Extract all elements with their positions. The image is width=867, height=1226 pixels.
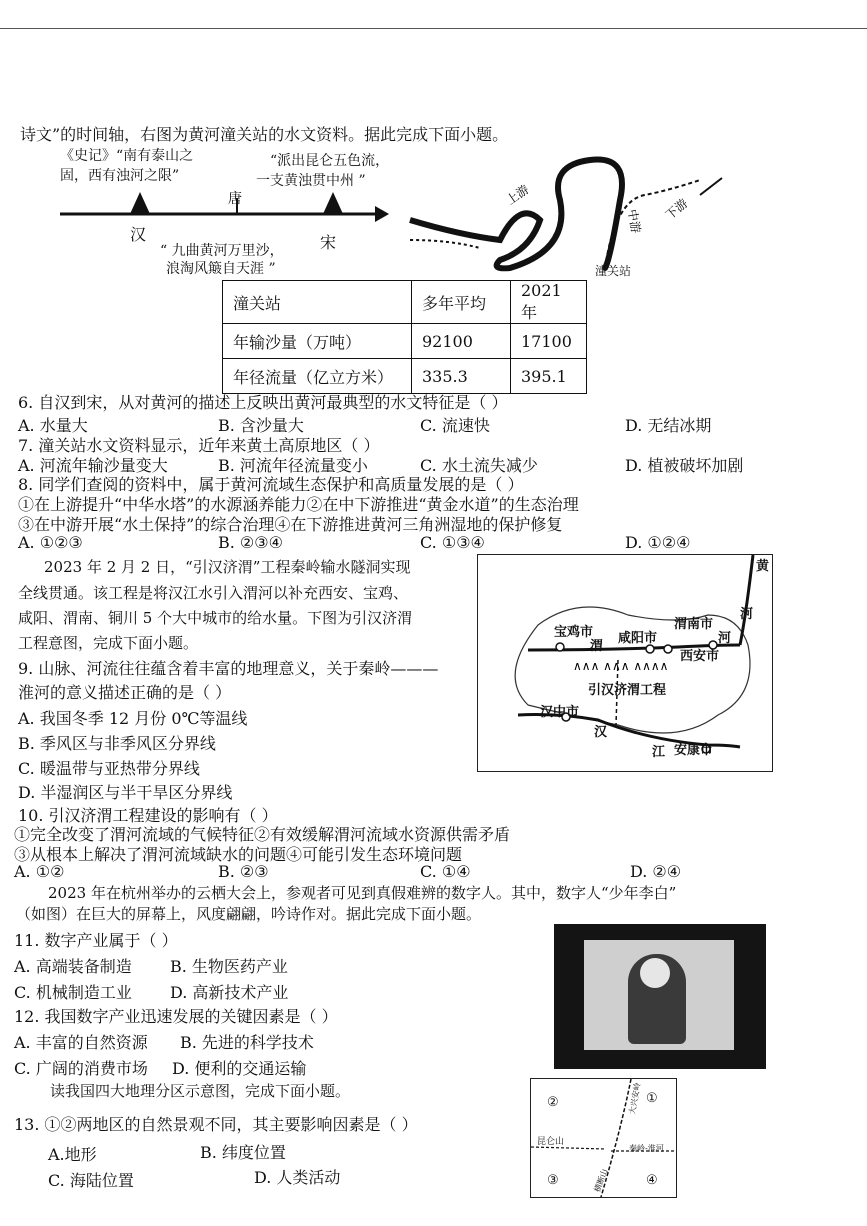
table-cell: 395.1	[511, 359, 587, 394]
map-label-weinan: 渭南市	[674, 617, 714, 632]
label-daxinganling: 大兴安岭	[627, 1081, 643, 1116]
table-cell: 17100	[511, 324, 587, 359]
q7-stem: 7. 潼关站水文资料显示，近年来黄土高原地区（ ）	[18, 436, 380, 455]
map-label-han: 汉	[594, 725, 608, 740]
table-header-row	[223, 281, 587, 324]
label-tongguan: 潼关站	[595, 264, 632, 278]
map-label-ankang: 安康市	[674, 743, 714, 758]
quote-tang-1: “派出昆仑五色流，	[270, 153, 390, 169]
map-label-project: 引汉济渭工程	[588, 683, 667, 698]
q10-statement-1: ①完全改变了渭河流域的气候特征②有效缓解渭河流域水资源供需矛盾	[14, 825, 511, 844]
passage4: 读我国四大地理分区示意图，完成下面小题。	[50, 1082, 351, 1100]
label-han: 汉	[130, 225, 147, 244]
q12-option-d[interactable]: D. 便利的交通运输	[172, 1059, 307, 1078]
q11-option-d[interactable]: D. 高新技术产业	[170, 983, 289, 1002]
q13-option-c[interactable]: C. 海陆位置	[48, 1171, 134, 1190]
map-label-he: 河	[740, 607, 754, 622]
passage2-line3: 咸阳、渭南、铜川 5 个大中城市的给水量。下图为引汉济渭	[18, 609, 413, 627]
passage3-line2: （如图）在巨大的屏幕上，风度翩翩，吟诗作对。据此完成下面小题。	[16, 905, 482, 923]
q8-option-c[interactable]: C. ①③④	[420, 533, 485, 552]
region-1: ①	[646, 1091, 658, 1106]
q8-statement-2: ③在中游开展“水土保持”的综合治理④在下游推进黄河三角洲湿地的保护修复	[18, 515, 563, 534]
q9-option-b[interactable]: B. 季风区与非季风区分界线	[18, 734, 216, 753]
q12-stem: 12. 我国数字产业迅速发展的关键因素是（ ）	[14, 1007, 338, 1026]
q8-option-b[interactable]: B. ②③④	[218, 533, 283, 552]
map-label-xianyang: 咸阳市	[618, 631, 658, 646]
q9-option-a[interactable]: A. 我国冬季 12 月份 0℃等温线	[18, 709, 248, 728]
q12-option-b[interactable]: B. 先进的科学技术	[180, 1033, 314, 1052]
q13-option-d[interactable]: D. 人类活动	[254, 1168, 341, 1187]
label-upper: 上游	[503, 182, 532, 208]
intro-text: 诗文”的时间轴，右图为黄河潼关站的水文资料。据此完成下面小题。	[20, 125, 509, 144]
label-song: 宋	[320, 233, 337, 252]
q6-option-d[interactable]: D. 无结冰期	[625, 416, 712, 435]
q9-option-c[interactable]: C. 暖温带与亚热带分界线	[18, 759, 200, 778]
q13-stem: 13. ①②两地区的自然景观不同，其主要影响因素是（ ）	[14, 1115, 418, 1134]
hanjiwei-map	[477, 554, 773, 772]
map-label-baoji: 宝鸡市	[554, 625, 594, 640]
q13-option-a[interactable]: A.地形	[48, 1145, 97, 1164]
q11-option-b[interactable]: B. 生物医药产业	[170, 957, 288, 976]
table-header: 潼关站	[223, 281, 412, 324]
region-4: ④	[646, 1173, 658, 1188]
quote-tang-2: 一支黄浊贯中州 ”	[256, 173, 366, 189]
song-marker	[323, 192, 343, 214]
table-cell: 年输沙量（万吨）	[223, 324, 412, 359]
label-middle: 中游	[625, 208, 644, 235]
quote-shiji-2: 固，西有浊河之限”	[60, 168, 180, 184]
q6-option-a[interactable]: A. 水量大	[18, 416, 88, 435]
hydrology-table	[222, 280, 587, 394]
region-2: ②	[547, 1095, 559, 1110]
regions-map	[530, 1078, 677, 1198]
quote-shiji-1: 《史记》“南有泰山之	[60, 148, 194, 164]
table-row	[223, 359, 587, 394]
map-label-wei: 渭	[590, 639, 604, 654]
svg-text:∧∧∧ ∧∧∧ ∧∧∧∧: ∧∧∧ ∧∧∧ ∧∧∧∧	[573, 659, 669, 673]
q12-option-a[interactable]: A. 丰富的自然资源	[14, 1033, 148, 1052]
q10-stem: 10. 引汉济渭工程建设的影响有（ ）	[18, 806, 278, 825]
q10-statement-2: ③从根本上解决了渭河流域缺水的问题④可能引发生态环境问题	[14, 845, 463, 864]
region-3: ③	[547, 1173, 559, 1188]
q8-option-a[interactable]: A. ①②③	[18, 533, 83, 552]
q7-option-d[interactable]: D. 植被破坏加剧	[625, 456, 744, 475]
table-row	[223, 324, 587, 359]
q8-stem: 8. 同学们查阅的资料中，属于黄河流域生态保护和高质量发展的是（ ）	[18, 475, 524, 494]
q7-option-b[interactable]: B. 河流年径流量变小	[218, 456, 368, 475]
map-label-hanzhong: 汉中市	[540, 705, 580, 720]
q9-option-d[interactable]: D. 半湿润区与半干旱区分界线	[18, 783, 233, 802]
q12-option-c[interactable]: C. 广阔的消费市场	[14, 1059, 148, 1078]
q9-stem-2: 淮河的意义描述正确的是（ ）	[18, 683, 232, 702]
map-label-xian: 西安市	[680, 649, 720, 664]
q10-option-b[interactable]: B. ②③	[218, 862, 269, 881]
passage2-line2: 全线贯通。该工程是将汉江水引入渭河以补充西安、宝鸡、	[18, 584, 409, 602]
han-marker	[130, 192, 150, 214]
label-hengduan: 横断山	[592, 1167, 610, 1194]
q8-option-d[interactable]: D. ①②④	[625, 533, 691, 552]
q11-option-a[interactable]: A. 高端装备制造	[14, 957, 132, 976]
label-qinhuai: 秦岭-淮河	[629, 1144, 664, 1153]
q8-statement-1: ①在上游提升“中华水塔”的水源涵养能力②在中下游推进“黄金水道”的生态治理	[18, 495, 579, 514]
q13-option-b[interactable]: B. 纬度位置	[200, 1143, 286, 1162]
q6-option-c[interactable]: C. 流速快	[420, 416, 490, 435]
map-label-huang: 黄	[756, 559, 770, 574]
label-kunlun: 昆仑山	[537, 1137, 565, 1147]
q11-stem: 11. 数字产业属于（ ）	[14, 931, 178, 950]
table-cell: 年径流量（亿立方米）	[223, 359, 412, 394]
passage3-line1: 2023 年在杭州举办的云栖大会上，参观者可见到真假难辨的数字人。其中，数字人“少年李白”	[48, 884, 677, 902]
table-header: 多年平均	[412, 281, 511, 324]
digital-human-photo	[554, 924, 766, 1069]
table-cell: 92100	[412, 324, 511, 359]
yellow-river-sketch	[400, 140, 730, 280]
label-lower: 下游	[662, 196, 691, 223]
q7-option-a[interactable]: A. 河流年输沙量变大	[18, 456, 168, 475]
quote-song-1: “ 九曲黄河万里沙，	[160, 243, 284, 259]
label-tang: 唐	[228, 191, 242, 207]
table-cell: 335.3	[412, 359, 511, 394]
q6-option-b[interactable]: B. 含沙量大	[218, 416, 304, 435]
q6-stem: 6. 自汉到宋，从对黄河的描述上反映出黄河最典型的水文特征是（ ）	[18, 393, 508, 412]
page-top-rule	[0, 28, 867, 29]
passage2-line1: 2023 年 2 月 2 日，“引汉济渭”工程秦岭输水隧洞实现	[44, 558, 411, 576]
passage2-line4: 工程意图，完成下面小题。	[18, 634, 199, 652]
q10-option-c[interactable]: C. ①④	[420, 862, 471, 881]
q10-option-a[interactable]: A. ①②	[14, 862, 65, 881]
q9-stem-1: 9. 山脉、河流往往蕴含着丰富的地理意义，关于秦岭———	[18, 659, 439, 678]
q11-option-c[interactable]: C. 机械制造工业	[14, 983, 132, 1002]
q7-option-c[interactable]: C. 水土流失减少	[420, 456, 538, 475]
table-header: 2021年	[511, 281, 587, 324]
quote-song-2: 浪淘风簸自天涯 ”	[166, 261, 276, 277]
map-label-he2: 河	[718, 631, 732, 646]
q10-option-d[interactable]: D. ②④	[630, 862, 682, 881]
map-label-jiang: 江	[652, 745, 666, 760]
